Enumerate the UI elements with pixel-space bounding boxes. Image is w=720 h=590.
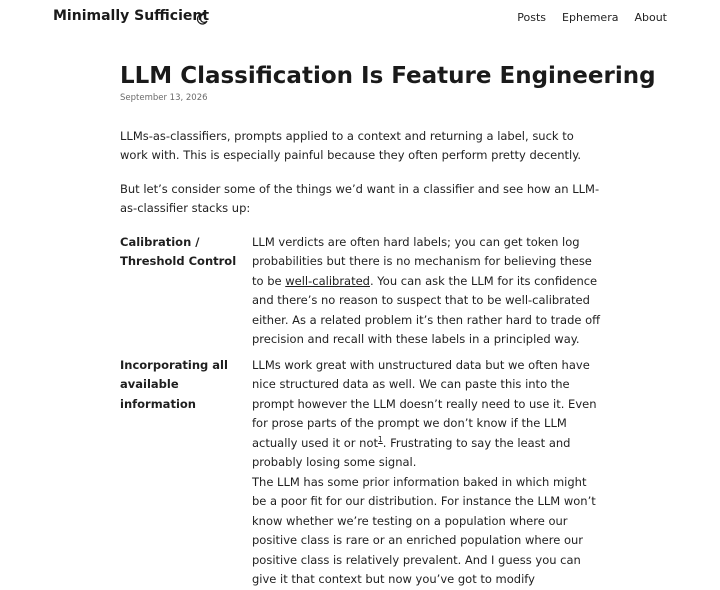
nav-link-about[interactable]: About — [634, 11, 667, 24]
intro-paragraph: LLMs-as-classifiers, prompts applied to a context and returning a label, suck to work with. This is especially painful because they often perform pretty decently. — [120, 128, 582, 163]
property-description — [252, 350, 604, 590]
site-title-link[interactable]: Minimally Sufficient — [53, 8, 210, 24]
properties-table — [120, 233, 604, 590]
well-calibrated-link[interactable]: well-calibrated — [285, 273, 370, 288]
post-date: September 13, 2026 — [120, 92, 208, 103]
description-text: LLM verdicts are often hard labels; you can get token log probabilities but there is no mechanism for believing these to be — [252, 234, 592, 288]
table-row — [120, 350, 604, 590]
nav-link-ephemera[interactable]: Ephemera — [562, 11, 619, 24]
description-text: The LLM has some prior information baked in which might be a poor fit for our distribution. For instance the LLM won’t know whether we’re testing on a population where our positive class is rare or an enriched population where our positive class is relatively prevalent. And I guess you can give it that context but now you’ve got to modify — [252, 474, 596, 587]
article — [120, 62, 656, 590]
property-term: Calibration / Threshold Control — [120, 234, 237, 269]
post-content — [120, 127, 600, 590]
intro-paragraph: But let’s consider some of the things we’d want in a classifier and see how an LLM-as-classifier stacks up: — [120, 181, 600, 216]
property-term: Incorporating all available information — [120, 357, 228, 411]
description-text: . Frustrating to say the least and probably losing some signal. — [252, 435, 571, 470]
property-description — [252, 233, 604, 350]
post-title: LLM Classification Is Feature Engineering — [120, 63, 656, 89]
moon-icon[interactable] — [195, 11, 209, 25]
description-text: LLMs work great with unstructured data but we often have nice structured data as well. We can paste this into the prompt however the LLM doesn’t really need to use it. Even for prose parts of the prompt we don’t know if the LLM actually used it or not — [252, 357, 597, 450]
nav-link-posts[interactable]: Posts — [517, 11, 547, 24]
main-nav — [517, 11, 667, 24]
site-header — [0, 0, 720, 36]
footnote-link[interactable]: 1 — [378, 435, 383, 445]
table-row — [120, 233, 604, 350]
description-text: . You can ask the LLM for its confidence and there’s no reason to suspect that to be well-calibrated either. As a related problem it’s then rather hard to trade off precision and recall with these labels in a principled way. — [252, 273, 601, 347]
